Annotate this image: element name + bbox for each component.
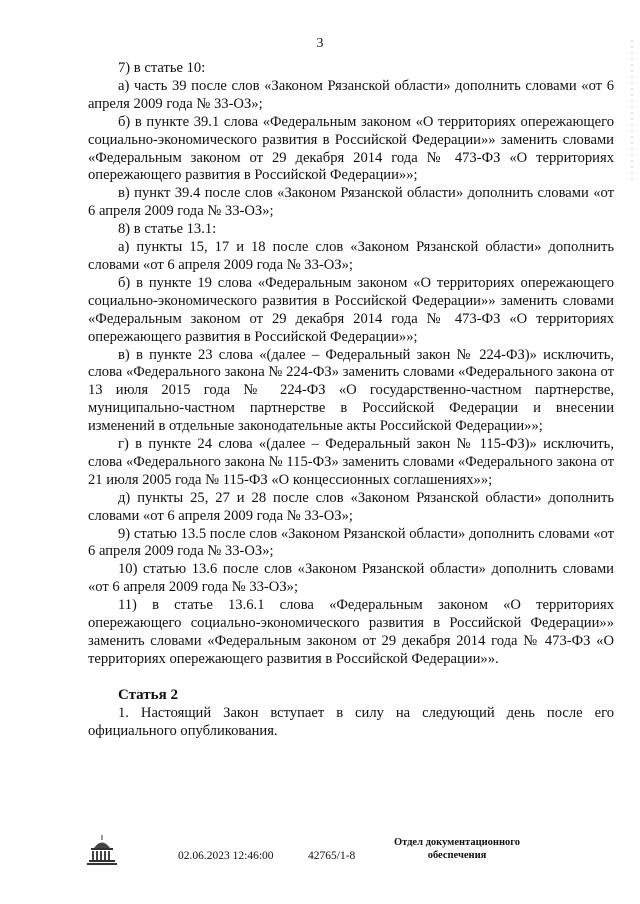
footer-department-line: Отдел документационного bbox=[393, 837, 521, 848]
paragraph: 10) статью 13.6 после слов «Законом Рязанской области» дополнить словами «от 6 апреля 2009 года № 33-ОЗ»; bbox=[88, 561, 614, 596]
footer-timestamp: 02.06.2023 12:46:00 bbox=[178, 850, 274, 862]
page-number: 3 bbox=[316, 36, 324, 51]
paragraph: а) пункты 15, 17 и 18 после слов «Законом Рязанской области» дополнить словами «от 6 апреля 2009 года № 33-ОЗ»; bbox=[88, 239, 614, 273]
paragraph: а) часть 39 после слов «Законом Рязанской области» дополнить словами «от 6 апреля 2009 года № 33-ОЗ»; bbox=[88, 77, 614, 112]
duma-building-icon bbox=[84, 832, 120, 868]
footer-document-code: 42765/1-8 bbox=[308, 850, 356, 862]
paragraph: б) в пункте 39.1 слова «Федеральным законом «О территориях опережающего социально-экономического развития в Российской Федерации»» заменить словами «Федеральным законом от 29 декабря 2014 года № 473-ФЗ «О территориях опережающего развития в Российской Федерации»»; bbox=[88, 113, 614, 184]
footer-department-stamp bbox=[372, 836, 542, 862]
article-heading: Статья 2 bbox=[118, 686, 178, 703]
paragraph: д) пункты 25, 27 и 28 после слов «Законом Рязанской области» дополнить словами «от 6 апреля 2009 года № 33-ОЗ»; bbox=[88, 489, 614, 524]
footer-department-line: обеспечения bbox=[427, 850, 487, 861]
paragraph: в) в пункте 23 слова «(далее – Федеральный закон № 224-ФЗ)» исключить, слова «Федерального закона № 224-ФЗ» заменить словами «Федерального закона от 13 июля 2015 года № 224-ФЗ «О государственно-частном партнерстве, муниципально-частном партнерстве в Российской Федерации и внесении изменений в отдельные законодательные акты Российской Федерации»»; bbox=[88, 346, 614, 435]
document-body bbox=[88, 60, 614, 741]
paragraph: 7) в статье 10: bbox=[118, 60, 206, 76]
paragraph: 9) статью 13.5 после слов «Законом Рязанской области» дополнить словами «от 6 апреля 2009 года № 33-ОЗ»; bbox=[88, 525, 614, 560]
paragraph: 11) в статье 13.6.1 слова «Федеральным законом «О территориях опережающего социально-экономического развития в Российской Федерации»» заменить словами «Федеральным законом от 29 декабря 2014 года № 473-ФЗ «О территориях опережающего развития в Российской Федерации»». bbox=[88, 597, 614, 667]
article-paragraph: 1. Настоящий Закон вступает в силу на следующий день после его официального опубликования. bbox=[88, 704, 614, 739]
paragraph: 8) в статье 13.1: bbox=[118, 221, 217, 238]
paragraph: г) в пункте 24 слова «(далее – Федеральный закон № 115-ФЗ)» исключить, слова «Федерального закона № 115-ФЗ» заменить словами «Федерального закона от 21 июля 2005 года № 115-ФЗ «О концессионных соглашениях»»; bbox=[88, 436, 614, 488]
scan-edge-marks bbox=[628, 40, 636, 180]
paragraph: в) пункт 39.4 после слов «Законом Рязанской области» дополнить словами «от 6 апреля 2009 года № 33-ОЗ»; bbox=[88, 185, 614, 220]
paragraph: б) в пункте 19 слова «Федеральным законом «О территориях опережающего социально-экономического развития в Российской Федерации»» заменить словами «Федеральным законом от 29 декабря 2014 года № 473-ФЗ «О территориях опережающего развития в Российской Федерации»»; bbox=[88, 274, 614, 345]
